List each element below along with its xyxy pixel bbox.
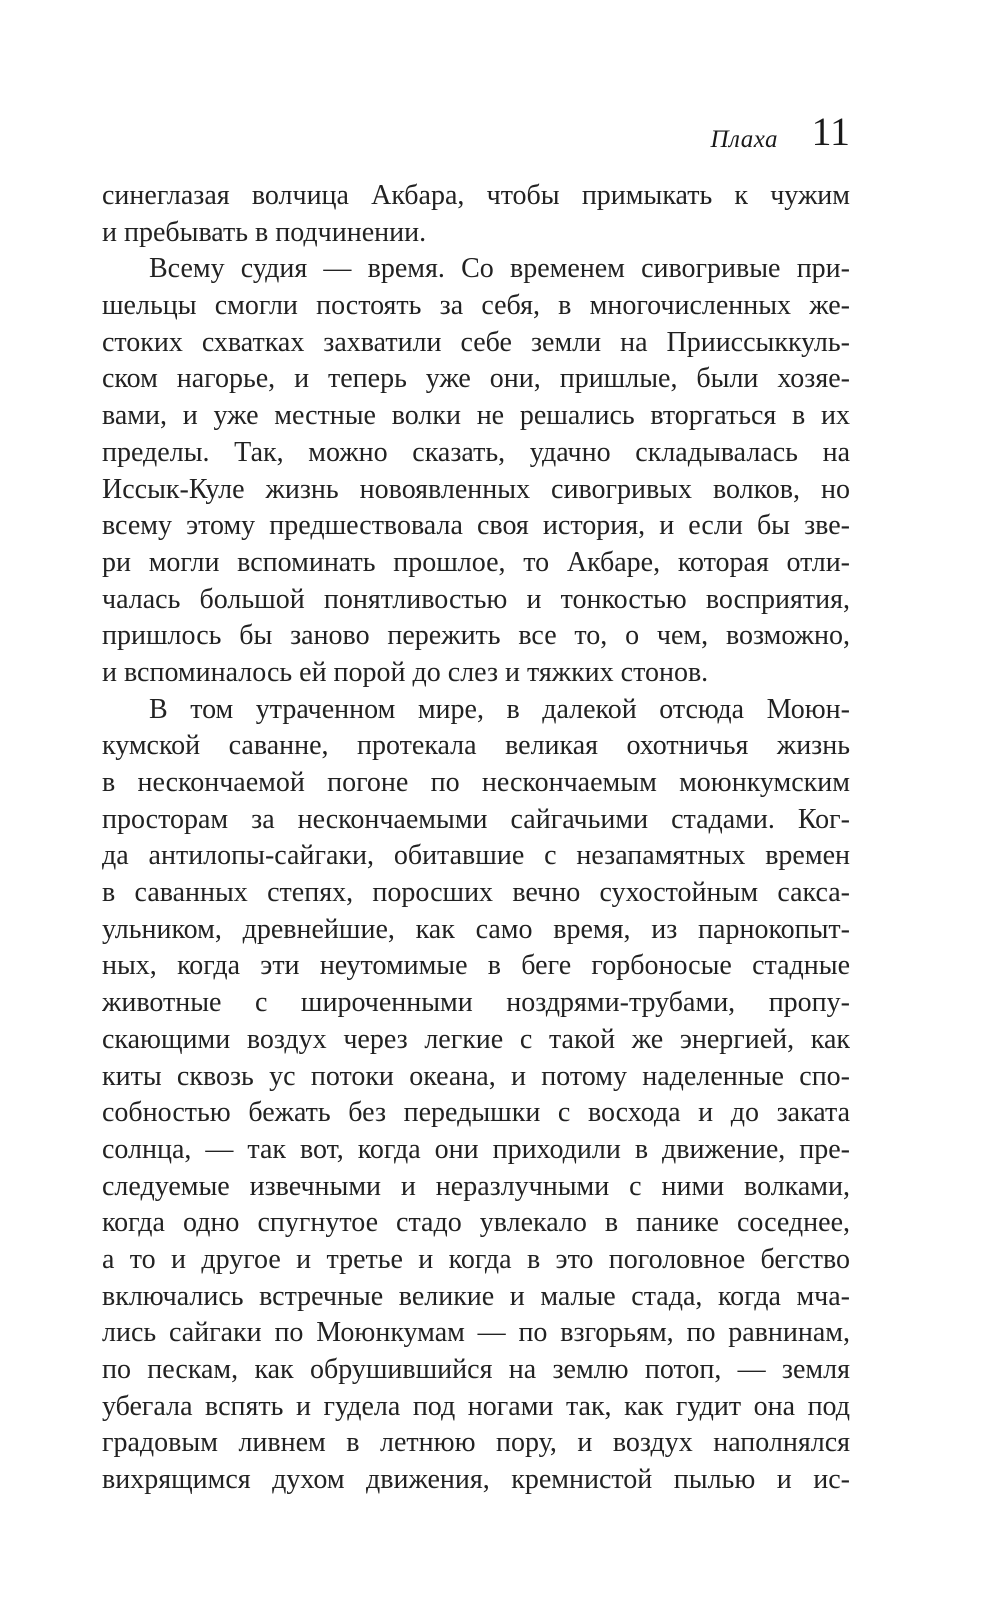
text-line: ульником, древнейшие, как само время, из парнокопыт- [102,913,850,945]
text-line: лись сайгаки по Моюнкумам — по взгорьям, по равнинам, [102,1317,850,1349]
text-line: животные с широченными ноздрями-трубами, пропу- [102,987,850,1019]
text-line: в нескончаемой погоне по нескончаемым моюнкумским [102,767,850,798]
text-line: ском нагорье, и теперь уже они, пришлые, были хозяе- [102,363,850,395]
text-line: следуемые извечными и неразлучными с ними волками, [102,1170,850,1202]
text-line: убегала вспять и гудела под ногами так, как гудит она под [102,1390,850,1422]
text-line: вами, и уже местные волки не решались вторгаться в их [102,400,850,432]
text-line: и вспоминалось ей порой до слез и тяжких стонов. [102,656,709,688]
paragraph [102,692,850,1499]
paragraph [102,178,850,251]
text-line: градовым ливнем в летнюю пору, и воздух наполнялся [102,1427,850,1459]
text-line: солнца, — так вот, когда они приходили в движение, пре- [102,1133,850,1165]
text-line: всему этому предшествовала своя история, и если бы зве- [102,510,850,542]
running-title: Плаха [710,126,778,153]
text-line: шельцы смогли постоять за себя, в многочисленных же- [102,290,850,322]
text-line: и пребывать в подчинении. [102,216,427,248]
text-line: В том утраченном мире, в далекой отсюда Моюн- [149,693,850,725]
text-line: пришлось бы заново пережить все то, о чем, возможно, [102,620,850,652]
text-line: а то и другое и третье и когда в это поголовное бегство [102,1243,850,1275]
text-line: в саванных степях, поросших вечно сухостойным сакса- [102,877,850,909]
text-line: стоких схватках захватили себе земли на Прииссыккуль- [102,326,850,358]
text-line: ри могли вспоминать прошлое, то Акбаре, которая отли- [102,546,850,578]
text-line: включались встречные великие и малые стада, когда мча- [102,1280,850,1312]
text-line: просторам за нескончаемыми сайгачьими стадами. Ког- [102,803,850,835]
text-line: пределы. Так, можно сказать, удачно складывалась на [102,436,850,468]
text-line: Всему судия — время. Со временем сивогривые при- [149,253,850,285]
text-line: чалась большой понятливостью и тонкостью восприятия, [102,583,850,615]
paragraph [102,251,850,691]
text-line: синеглазая волчица Акбара, чтобы примыкать к чужим [102,180,850,211]
text-line: когда одно спугнутое стадо увлекало в панике соседнее, [102,1207,850,1239]
text-line: собностью бежать без передышки с восхода и до заката [102,1097,850,1129]
text-line: кумской саванне, протекала великая охотничья жизнь [102,730,850,762]
body-text [102,178,850,1499]
page-number: 11 [811,109,850,154]
text-line: ных, когда эти неутомимые в беге горбоносые стадные [102,950,850,982]
text-line: вихрящимся духом движения, кремнистой пылью и ис- [102,1464,850,1496]
text-line: скающими воздух через легкие с такой же энергией, как [102,1023,850,1055]
text-line: по пескам, как обрушившийся на землю потоп, — земля [102,1354,850,1385]
text-line: киты сквозь ус потоки океана, и потому наделенные спо- [102,1060,850,1092]
text-line: да антилопы-сайгаки, обитавшие с незапамятных времен [102,840,850,872]
text-line: Иссык-Куле жизнь новоявленных сивогривых волков, но [102,473,850,505]
page-header [102,109,850,160]
